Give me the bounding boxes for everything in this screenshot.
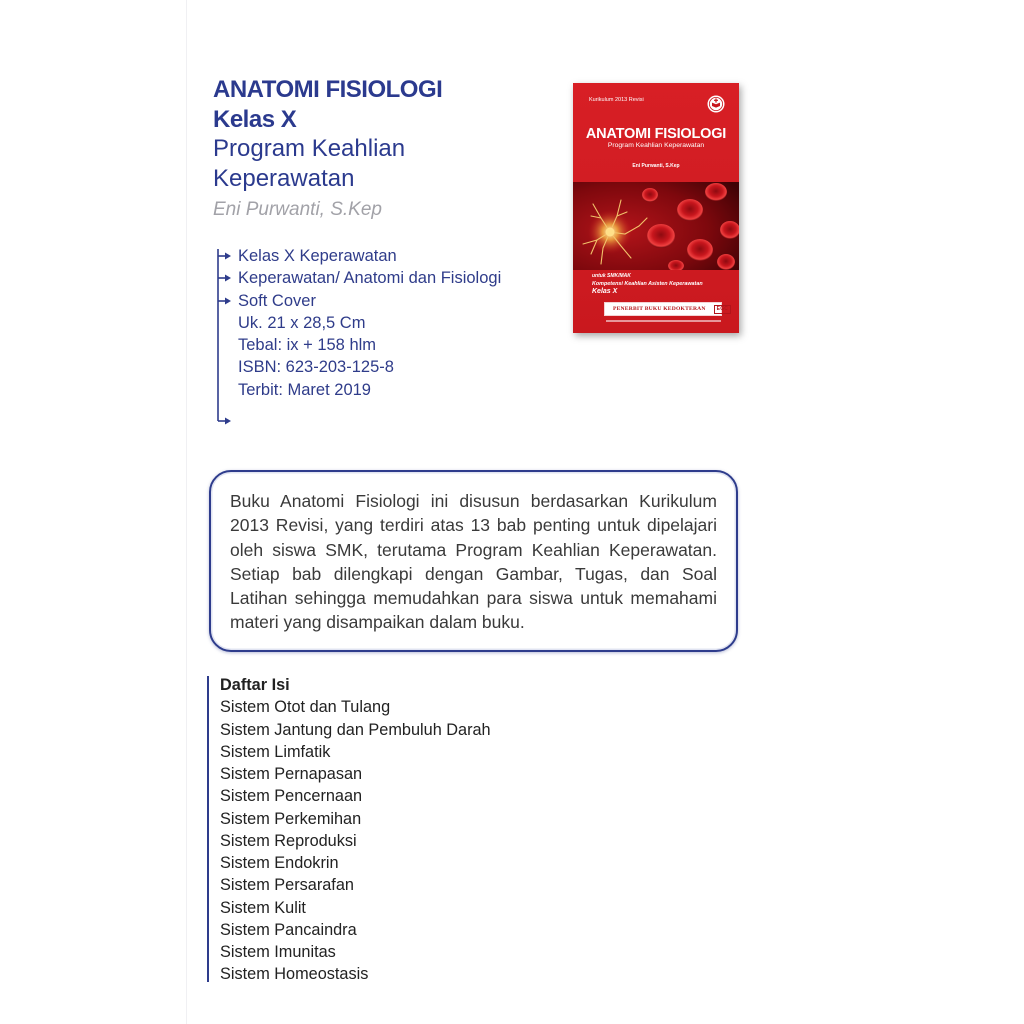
detail-item: Soft Cover: [238, 291, 316, 310]
contents-item: Sistem Limfatik: [220, 742, 331, 761]
detail-item: Terbit: Maret 2019: [238, 380, 371, 399]
detail-item: Tebal: ix + 158 hlm: [238, 336, 377, 355]
arrow-right-icon: [218, 298, 231, 305]
table-of-contents: [220, 674, 491, 986]
contents-rule: [207, 676, 209, 982]
product-program-line-1: Program Keahlian: [213, 135, 406, 162]
cover-fine-print: [606, 320, 721, 322]
contents-item: Sistem Otot dan Tulang: [220, 698, 391, 717]
page-edge: [186, 0, 187, 1024]
contents-item: Sistem Reproduksi: [220, 831, 357, 850]
arrow-right-icon: [218, 275, 231, 282]
blood-cell: [717, 254, 735, 270]
cover-publisher: [604, 302, 729, 316]
cover-logo-icon: [707, 95, 725, 113]
contents-item: Sistem Homeostasis: [220, 965, 369, 984]
description-line: Latihan sehingga memudahkan para siswa untuk memahami: [230, 588, 717, 609]
contents-item: Sistem Imunitas: [220, 943, 336, 961]
description-line: oleh siswa SMK, terutama Program Keahlian Keperawatan.: [230, 539, 717, 560]
neuron-body: [606, 228, 615, 237]
blood-cell: [687, 239, 713, 261]
blood-cell: [647, 224, 675, 248]
description-box: [209, 470, 738, 652]
product-program-line-2: Keperawatan: [213, 164, 355, 192]
detail-item: Keperawatan/ Anatomi dan Fisiologi: [238, 269, 502, 288]
product-title: ANATOMI FISIOLOGI: [213, 76, 443, 103]
cover-grade: Kelas X: [592, 288, 618, 295]
publisher-logo: EGC: [714, 305, 731, 314]
contents-heading: Daftar Isi: [220, 676, 290, 694]
blood-cell: [677, 199, 703, 221]
detail-list-connector: [210, 240, 240, 430]
book-cover: [573, 83, 739, 333]
contents-item: Sistem Pernapasan: [220, 765, 363, 783]
contents-item: Sistem Endokrin: [220, 854, 339, 872]
cover-subtitle: Program Keahlian Keperawatan: [607, 142, 705, 149]
product-heading: [213, 75, 442, 225]
contents-item: Sistem Pencernaan: [220, 787, 363, 806]
contents-item: Sistem Jantung dan Pembuluh Darah: [220, 720, 491, 739]
book-details-list: [238, 245, 501, 401]
contents-item: Sistem Pancaindra: [220, 920, 357, 939]
publisher-name: PENERBIT BUKU KEDOKTERAN: [613, 306, 706, 312]
cover-audience: untuk SMK/MAK: [592, 273, 631, 279]
blood-cell: [642, 188, 658, 202]
product-grade: Kelas X: [213, 105, 297, 133]
cover-illustration: [573, 182, 739, 270]
arrow-right-icon: [218, 253, 231, 260]
description-line: materi yang disampaikan dalam buku.: [230, 612, 525, 633]
contents-item: Sistem Perkemihan: [220, 809, 362, 828]
detail-item: ISBN: 623-203-125-8: [238, 358, 394, 377]
description-line: Setiap bab dilengkapi dengan Gambar, Tugas, dan Soal: [230, 563, 717, 584]
cover-curriculum-label: Kurikulum 2013 Revisi: [589, 97, 644, 103]
description-line: Buku Anatomi Fisiologi ini disusun berdasarkan Kurikulum: [230, 491, 717, 511]
arrow-right-icon: [218, 418, 231, 425]
contents-item: Sistem Persarafan: [220, 876, 354, 895]
blood-cell: [705, 183, 727, 201]
cover-author: Eni Purwanti, S.Kep: [632, 163, 680, 169]
cover-competency: Kompetensi Keahlian Asisten Keperawatan: [592, 281, 703, 287]
detail-item: Uk. 21 x 28,5 Cm: [238, 313, 366, 332]
product-author: Eni Purwanti, S.Kep: [213, 199, 382, 220]
cover-title: ANATOMI FISIOLOGI: [585, 126, 727, 142]
contents-item: Sistem Kulit: [220, 898, 306, 917]
detail-item: Kelas X Keperawatan: [238, 247, 397, 265]
description-line: 2013 Revisi, yang terdiri atas 13 bab penting untuk dipelajari: [230, 515, 717, 536]
